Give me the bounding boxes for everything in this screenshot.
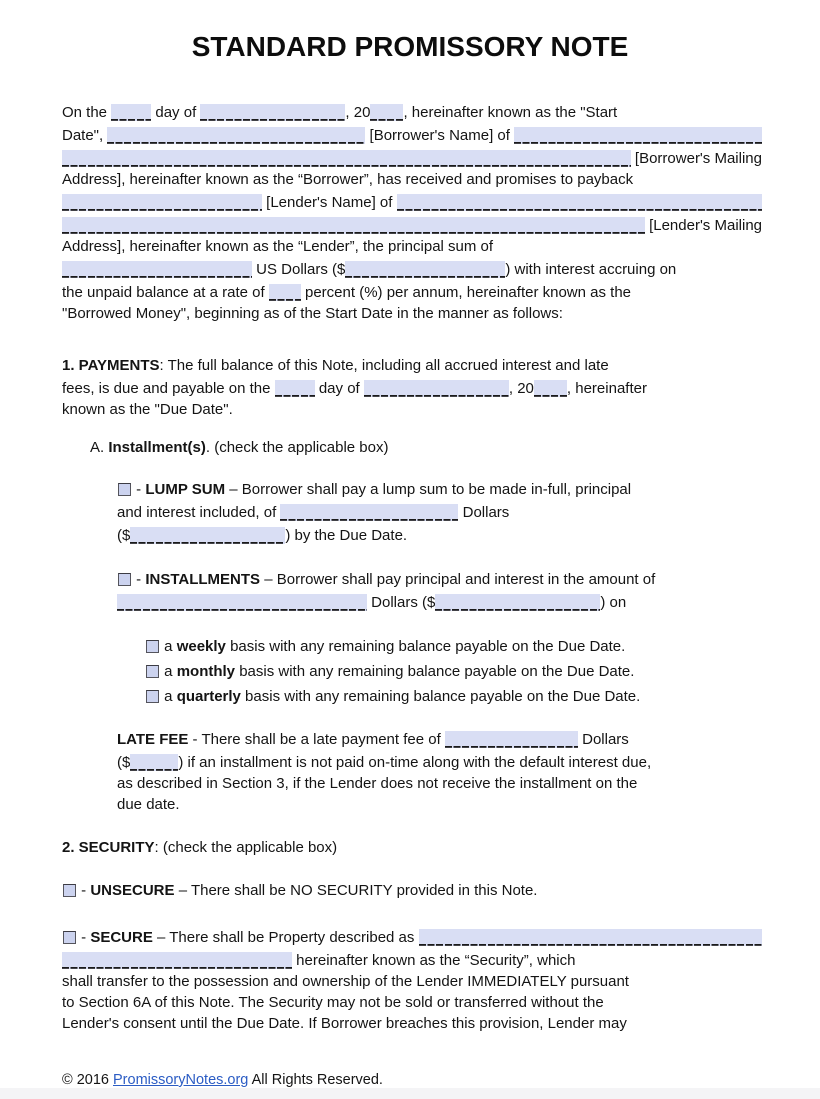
text-run: a [160, 638, 177, 655]
checkbox[interactable] [63, 931, 76, 944]
blank-field[interactable] [345, 261, 505, 278]
blank-field[interactable] [275, 380, 315, 397]
text-run: [Borrower's Name] of [365, 127, 515, 144]
text-run: ($ [117, 754, 131, 771]
late-fee-clause [62, 727, 762, 815]
blank-field[interactable] [130, 527, 285, 544]
text-line [145, 636, 762, 657]
lump-sum-option [62, 479, 762, 546]
text-run: ) on [600, 594, 627, 611]
text-run: hereinafter known as the “Security”, which [292, 952, 576, 969]
text-run: , hereinafter known as the "Start [403, 104, 618, 121]
checkbox[interactable] [146, 665, 159, 678]
payments-section [62, 355, 762, 420]
text-run: to Section 6A of this Note. The Security may not be sold or transferred without the [62, 994, 604, 1011]
text-run: Dollars [577, 731, 629, 748]
text-run: [Lender's Name] of [262, 194, 397, 211]
text-run: the unpaid balance at a rate of [62, 284, 269, 301]
blank-field[interactable] [534, 380, 567, 397]
text-run: – Borrower shall pay a lump sum to be made in-full, principal [225, 481, 632, 498]
text-run: - [132, 571, 146, 588]
text-line [62, 123, 762, 146]
text-line [62, 236, 762, 257]
text-run: and interest included, of [117, 504, 281, 521]
text-line [62, 280, 762, 303]
text-run: day of [151, 104, 201, 121]
text-run: Dollars ($ [367, 594, 436, 611]
text-line [145, 686, 762, 707]
text-run: weekly [176, 638, 226, 655]
text-run: Address], hereinafter known as the “Lender”, the principal sum of [62, 238, 494, 255]
text-run: 1. PAYMENTS [62, 357, 160, 374]
blank-field[interactable] [370, 104, 403, 121]
text-run: , 20 [345, 104, 371, 121]
text-run: Date", [62, 127, 108, 144]
blank-field[interactable] [445, 731, 578, 748]
checkbox[interactable] [146, 640, 159, 653]
text-run: known as the "Due Date". [62, 401, 233, 418]
text-run: basis with any remaining balance payable on the Due Date. [235, 663, 635, 680]
text-line [62, 100, 762, 123]
text-line [62, 971, 762, 992]
text-run: LATE FEE [117, 731, 189, 748]
blank-field[interactable] [269, 284, 301, 301]
text-run: a [160, 688, 177, 705]
text-run: - There shall be a late payment fee of [188, 731, 445, 748]
text-run: SECURE [90, 929, 153, 946]
text-line [117, 727, 762, 750]
text-line [62, 355, 762, 376]
text-line [62, 213, 762, 236]
text-run: [Borrower's Mailing [630, 150, 762, 167]
text-run: due date. [117, 796, 180, 813]
text-line [62, 303, 762, 324]
installments-option [62, 569, 762, 613]
text-line [117, 500, 762, 523]
text-line [62, 146, 762, 169]
text-line [117, 750, 762, 773]
text-run: , hereinafter [566, 380, 647, 397]
document-page [0, 31, 820, 1099]
installments-heading [62, 437, 762, 458]
text-run: basis with any remaining balance payable on the Due Date. [225, 638, 626, 655]
page-title: STANDARD PROMISSORY NOTE [191, 31, 629, 62]
text-run: [Lender's Mailing [644, 217, 762, 234]
blank-field[interactable] [280, 504, 458, 521]
text-run: : (check the applicable box) [154, 839, 338, 856]
text-run: Lender's consent until the Due Date. If Borrower breaches this provision, Lender may [62, 1015, 627, 1032]
text-run: percent (%) per annum, hereinafter known as the [300, 284, 632, 301]
text-run: On the [62, 104, 112, 121]
text-run: Address], hereinafter known as the “Borrower”, has received and promises to payback [62, 171, 634, 188]
footer-link[interactable]: PromissoryNotes.org [113, 1072, 249, 1088]
frequency-options [62, 636, 762, 707]
text-run: "Borrowed Money", beginning as of the Start Date in the manner as follows: [62, 305, 563, 322]
text-run: – There shall be NO SECURITY provided in this Note. [174, 882, 538, 899]
text-line [62, 880, 762, 901]
document-body [0, 100, 820, 1091]
text-run: A. [90, 439, 109, 456]
text-run: . (check the applicable box) [205, 439, 389, 456]
blank-field[interactable] [62, 217, 645, 234]
text-run: LUMP SUM [145, 481, 226, 498]
text-run: UNSECURE [90, 882, 175, 899]
text-run: ) if an installment is not paid on-time along with the default interest due, [178, 754, 652, 771]
blank-field[interactable] [62, 194, 262, 211]
unsecure-option [62, 880, 762, 901]
text-run: day of [314, 380, 364, 397]
text-line [117, 773, 762, 794]
text-run: US Dollars ($ [252, 261, 346, 278]
text-run: - [132, 481, 146, 498]
text-line [62, 948, 762, 971]
blank-field[interactable] [435, 594, 600, 611]
text-run: - [77, 929, 91, 946]
checkbox[interactable] [118, 483, 131, 496]
text-line [62, 169, 762, 190]
blank-field[interactable] [62, 150, 631, 167]
blank-field[interactable] [397, 194, 762, 211]
text-run: basis with any remaining balance payable on the Due Date. [240, 688, 641, 705]
blank-field[interactable] [111, 104, 151, 121]
text-line [117, 479, 762, 500]
security-section-heading [62, 837, 762, 858]
checkbox[interactable] [63, 884, 76, 897]
text-line [62, 257, 762, 280]
text-run: ) with interest accruing on [505, 261, 677, 278]
blank-field[interactable] [130, 754, 178, 771]
text-run: – There shall be Property described as [152, 929, 419, 946]
text-run: INSTALLMENTS [145, 571, 261, 588]
blank-field[interactable] [514, 127, 762, 144]
text-run: 2. SECURITY [62, 839, 155, 856]
blank-field[interactable] [364, 380, 509, 397]
blank-field[interactable] [62, 261, 252, 278]
text-run: : The full balance of this Note, including all accrued interest and late [159, 357, 609, 374]
text-line [62, 837, 762, 858]
text-run: - [77, 882, 91, 899]
text-line [62, 399, 762, 420]
text-run: as described in Section 3, if the Lender does not receive the installment on the [117, 775, 638, 792]
text-run: shall transfer to the possession and ownership of the Lender IMMEDIATELY pursuant [62, 973, 629, 990]
text-line [117, 569, 762, 590]
text-run: , 20 [508, 380, 534, 397]
text-line [62, 992, 762, 1013]
text-run: © 2016 [62, 1072, 113, 1088]
text-run: Dollars [458, 504, 510, 521]
text-line [62, 376, 762, 399]
text-run: Installment(s) [108, 439, 206, 456]
blank-field[interactable] [200, 104, 345, 121]
blank-field[interactable] [419, 929, 762, 946]
text-line [62, 190, 762, 213]
text-run: monthly [176, 663, 236, 680]
text-run: fees, is due and payable on the [62, 380, 275, 397]
text-line [117, 523, 762, 546]
text-run: quarterly [176, 688, 241, 705]
text-run: a [160, 663, 177, 680]
blank-field[interactable] [107, 127, 365, 144]
checkbox[interactable] [146, 690, 159, 703]
secure-option [62, 925, 762, 1034]
text-line [117, 794, 762, 815]
checkbox[interactable] [118, 573, 131, 586]
blank-field[interactable] [62, 952, 292, 969]
text-line [62, 1013, 762, 1034]
text-line [90, 437, 762, 458]
page-bottom-edge [0, 1088, 820, 1099]
text-run: ) by the Due Date. [285, 527, 408, 544]
text-run: All Rights Reserved. [248, 1072, 383, 1088]
blank-field[interactable] [117, 594, 367, 611]
intro-paragraph [62, 100, 762, 324]
text-line [62, 925, 762, 948]
text-run: – Borrower shall pay principal and interest in the amount of [260, 571, 656, 588]
text-line [117, 590, 762, 613]
text-run: ($ [117, 527, 131, 544]
text-line [145, 661, 762, 682]
